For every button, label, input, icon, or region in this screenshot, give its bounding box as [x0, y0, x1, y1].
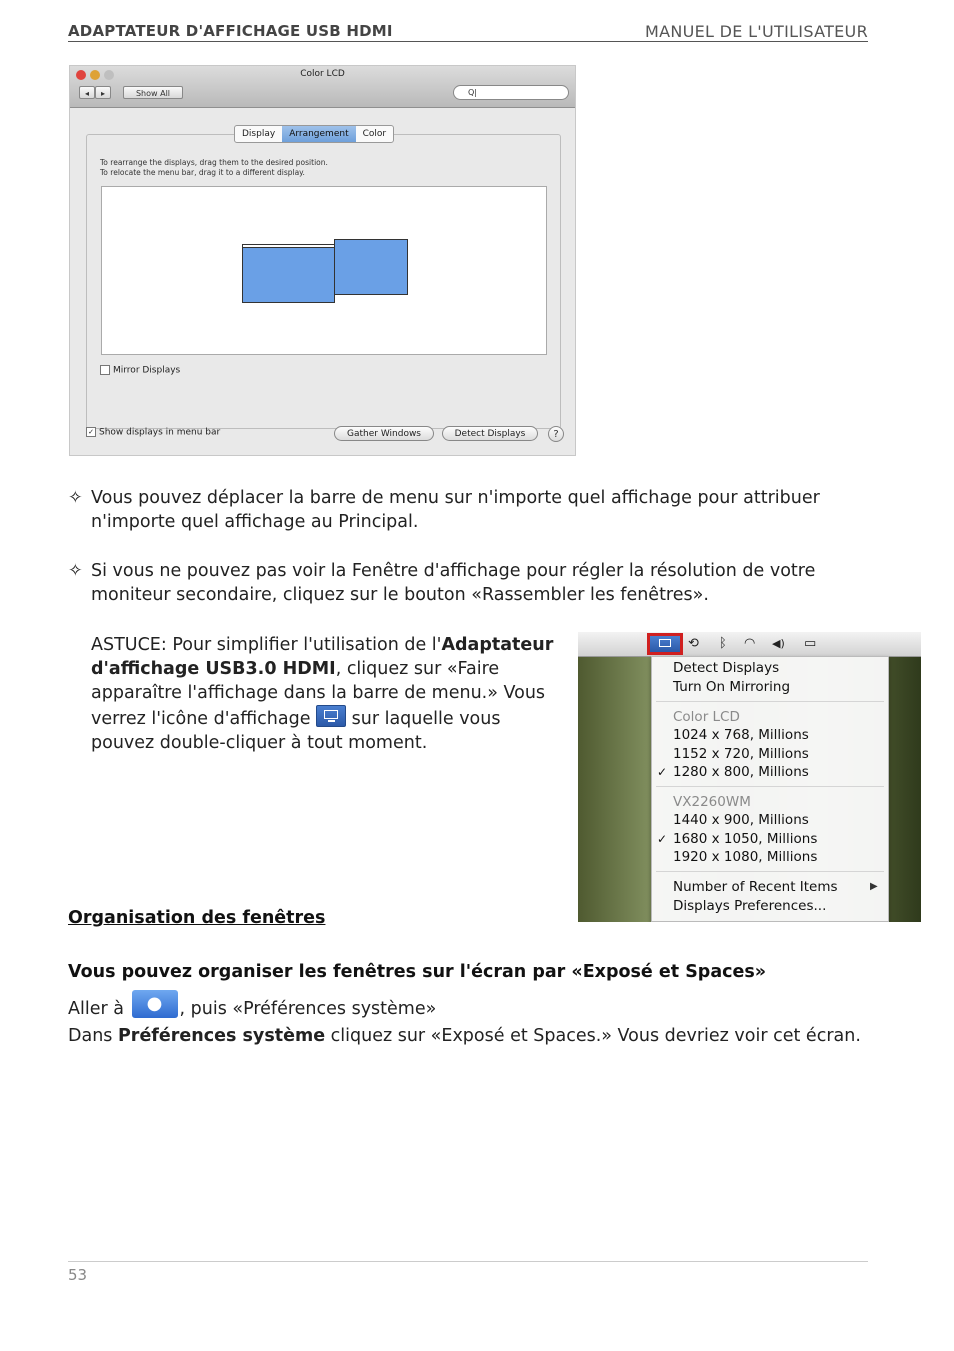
- primary-display-thumbnail[interactable]: [242, 246, 335, 303]
- menu-item-resolution[interactable]: 1920 x 1080, Millions: [673, 849, 818, 865]
- secondary-display-thumbnail[interactable]: [334, 239, 408, 295]
- aller-suffix: , puis «Préférences système»: [179, 999, 437, 1019]
- menu-item-resolution[interactable]: 1280 x 800, Millions: [673, 764, 809, 780]
- volume-icon[interactable]: ◀): [772, 637, 785, 650]
- checkbox-checked-icon: ✓: [86, 427, 96, 437]
- menu-item-displays-preferences[interactable]: Displays Preferences...: [673, 898, 827, 914]
- show-all-button[interactable]: Show All: [123, 86, 183, 99]
- menu-bar-handle[interactable]: [242, 244, 335, 248]
- header-left: ADAPTATEUR D'AFFICHAGE USB HDMI: [68, 22, 393, 40]
- mirror-label: Mirror Displays: [113, 365, 181, 376]
- battery-icon[interactable]: ▭: [804, 636, 817, 651]
- bullet-text: Vous pouvez déplacer la barre de menu sur n'importe quel affichage pour attribuer n'importe quel affichage au Principal.: [91, 488, 820, 532]
- bullet-item: [68, 486, 878, 534]
- bullet-star-icon: ✧: [68, 488, 83, 508]
- instruction-line-1: To rearrange the displays, drag them to the desired position.: [100, 158, 328, 167]
- instruction-line-2: To relocate the menu bar, drag it to a different display.: [100, 168, 305, 177]
- display-icon[interactable]: [647, 633, 683, 655]
- aller-prefix: Aller à: [68, 999, 130, 1019]
- display-icon: [316, 705, 346, 727]
- tip-paragraph: [91, 633, 561, 755]
- dans-bold: Préférences système: [117, 1026, 326, 1046]
- tip-middle: , cliquez sur «Faire apparaître l'affichage dans la barre de menu.» Vous verrez l'icône d'affichage: [91, 659, 546, 729]
- arrangement-canvas[interactable]: [101, 186, 547, 355]
- tab-color[interactable]: Color: [362, 129, 387, 139]
- tip-product-name: Adaptateur d'affichage USB3.0 HDMI: [91, 635, 554, 679]
- checkbox-box: [100, 365, 110, 375]
- mirror-displays-checkbox[interactable]: [100, 365, 180, 376]
- time-machine-icon[interactable]: ⟲: [688, 636, 699, 651]
- menu-item-resolution[interactable]: 1024 x 768, Millions: [673, 727, 809, 743]
- dans-prefix: Dans: [68, 1026, 118, 1046]
- display-menu-screenshot: [578, 632, 921, 922]
- menu-item-resolution[interactable]: 1680 x 1050, Millions: [673, 831, 818, 847]
- bullet-text: Si vous ne pouvez pas voir la Fenêtre d'affichage pour régler la résolution de votre moniteur secondaire, cliquez sur le bouton «Rassembler les fenêtres».: [91, 561, 816, 605]
- tip-prefix: ASTUCE: Pour simplifier l'utilisation de l': [91, 635, 442, 655]
- tab-bar: [234, 125, 394, 143]
- show-in-menubar-checkbox[interactable]: [86, 427, 220, 438]
- show-in-menubar-label: Show displays in menu bar: [99, 427, 221, 438]
- wifi-icon[interactable]: ◠: [744, 636, 756, 651]
- subsection-title: Vous pouvez organiser les fenêtres sur l'écran par «Exposé et Spaces»: [68, 962, 767, 982]
- menu-header-color-lcd: Color LCD: [673, 709, 740, 725]
- back-button[interactable]: ◂: [79, 86, 95, 99]
- bluetooth-icon[interactable]: ᛒ: [719, 636, 727, 651]
- menu-item-recent-items[interactable]: Number of Recent Items: [673, 879, 838, 895]
- menu-bar: [578, 632, 921, 657]
- menu-separator: [656, 871, 884, 872]
- window-titlebar: [70, 66, 575, 108]
- bullet-item: [68, 559, 868, 607]
- apple-menu-icon: ●: [132, 990, 178, 1018]
- footer-rule: [68, 1261, 868, 1262]
- instruction-dans: [68, 1024, 861, 1048]
- bullet-star-icon: ✧: [68, 561, 83, 581]
- header-right: MANUEL DE L'UTILISATEUR: [645, 22, 868, 41]
- tab-display[interactable]: Display: [242, 129, 276, 139]
- header-rule: [68, 41, 868, 42]
- display-preferences-screenshot: [69, 65, 576, 456]
- tab-arrangement[interactable]: Arrangement: [282, 126, 355, 142]
- menu-separator: [656, 701, 884, 702]
- display-dropdown-menu: [651, 656, 889, 922]
- dans-suffix: cliquez sur «Exposé et Spaces.» Vous devriez voir cet écran.: [325, 1026, 861, 1046]
- menu-item-turn-on-mirroring[interactable]: Turn On Mirroring: [673, 679, 791, 695]
- menu-item-resolution[interactable]: 1440 x 900, Millions: [673, 812, 809, 828]
- checkmark-icon: ✓: [657, 765, 668, 779]
- search-input[interactable]: [453, 85, 569, 100]
- instruction-aller: [68, 990, 436, 1028]
- detect-displays-button[interactable]: Detect Displays: [442, 426, 538, 441]
- menu-item-resolution[interactable]: 1152 x 720, Millions: [673, 746, 809, 762]
- window-title: Color LCD: [300, 69, 345, 79]
- forward-button[interactable]: ▸: [95, 86, 111, 99]
- menu-separator: [656, 786, 884, 787]
- checkmark-icon: ✓: [657, 832, 668, 846]
- tip-suffix: sur laquelle vous pouvez double-cliquer à tout moment.: [91, 709, 501, 753]
- arrangement-instructions: [100, 158, 328, 178]
- search-value: Q|: [468, 88, 477, 97]
- menu-header-vx2260wm: VX2260WM: [673, 794, 751, 810]
- page-number: 53: [68, 1266, 88, 1284]
- gather-windows-button[interactable]: Gather Windows: [334, 426, 434, 441]
- submenu-arrow-icon: ▶: [870, 881, 878, 892]
- menu-item-detect-displays[interactable]: Detect Displays: [673, 660, 780, 676]
- section-title: Organisation des fenêtres: [68, 908, 326, 928]
- help-button[interactable]: ?: [548, 426, 564, 442]
